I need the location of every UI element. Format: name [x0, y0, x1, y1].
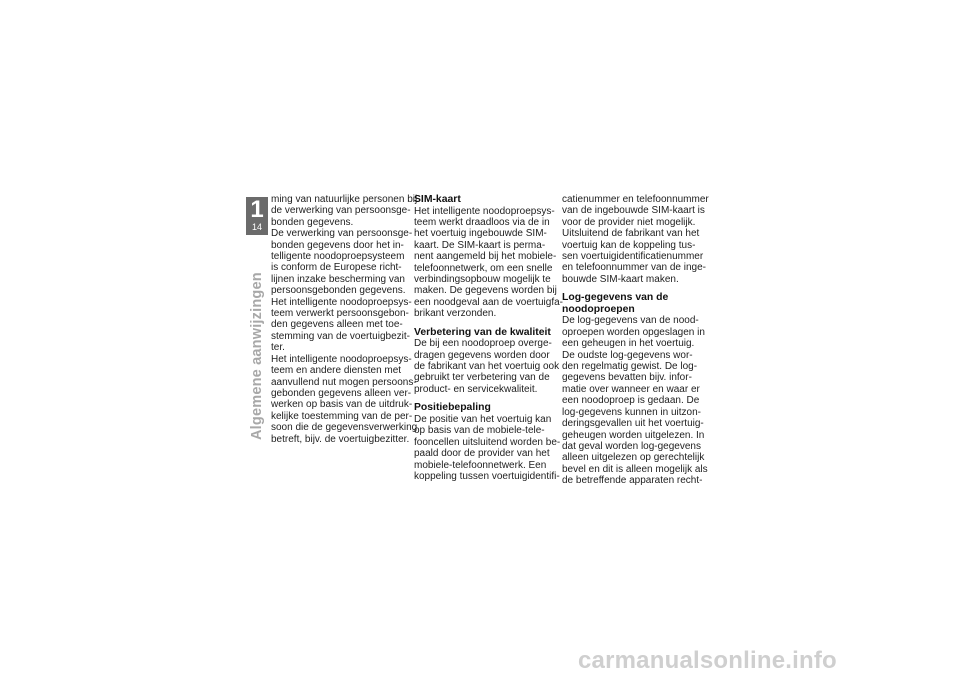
text-line: matie over wanneer en waar er	[562, 383, 700, 395]
paragraph	[562, 194, 709, 285]
text-line: de betreffende apparaten recht-	[562, 475, 703, 487]
text-line: den gegevens alleen met toe-	[271, 319, 403, 331]
chapter-number: 1	[250, 196, 264, 223]
text-line: dragen gegevens worden door	[414, 349, 550, 361]
text-column-3	[562, 194, 709, 487]
text-line: product- en servicekwaliteit.	[414, 383, 538, 395]
text-line: De bij een noodoproep overge-	[414, 338, 552, 350]
text-line: kaart. De SIM-kaart is perma-	[414, 239, 546, 251]
text-line: lijnen inzake bescherming van	[271, 273, 405, 285]
text-line: oproepen worden opgeslagen in	[562, 326, 705, 338]
text-line: Uitsluitend de fabrikant van het	[562, 228, 700, 240]
text-line: een geheugen in het voertuig.	[562, 338, 695, 350]
text-line: een noodoproep is gedaan. De	[562, 395, 700, 407]
text-line: bonden gegevens door het in-	[271, 239, 404, 251]
text-line: stemming van de voertuigbezit-	[271, 330, 410, 342]
text-line: geheugen worden uitgelezen. In	[562, 429, 705, 441]
text-line: teem werkt draadloos via de in	[414, 217, 550, 228]
text-line: verbindingsopbouw mogelijk te	[414, 274, 551, 286]
text-line: persoonsgebonden gegevens.	[271, 285, 406, 297]
text-line: soon die de gegevensverwerking	[271, 422, 418, 434]
text-line: telefoonnetwerk, om een snelle	[414, 262, 553, 274]
text-line: Het intelligente noodoproepsys-	[271, 353, 412, 365]
text-line: een noodgeval aan de voertuigfa-	[414, 296, 564, 308]
text-line: catienummer en telefoonnummer	[562, 194, 709, 205]
heading-line: Log-gegevens van de	[562, 292, 669, 304]
text-line: De oudste log-gegevens wor-	[562, 349, 693, 361]
text-line: De log-gegevens van de nood-	[562, 315, 699, 327]
text-column-1	[271, 194, 418, 445]
text-line: op basis van de mobiele-tele-	[414, 425, 545, 437]
text-line: brikant verzonden.	[414, 308, 497, 320]
text-line: teem verwerkt persoonsgebon-	[271, 308, 409, 320]
paragraph	[414, 338, 560, 395]
paragraph	[562, 315, 708, 487]
text-line: voertuig kan de koppeling tus-	[562, 239, 696, 251]
text-line: paald door de provider van het	[414, 448, 550, 460]
section-heading: SIM-kaart	[414, 194, 461, 205]
paragraph	[271, 296, 412, 354]
text-line: koppeling tussen voertuigidentifi-	[414, 470, 560, 482]
paragraph	[271, 353, 418, 445]
text-line: log-gegevens kunnen in uitzon-	[562, 406, 701, 418]
text-line: deringsgevallen uit het voertuig-	[562, 418, 704, 430]
text-line: den regelmatig gewist. De log-	[562, 361, 698, 373]
text-line: bouwde SIM-kaart maken.	[562, 273, 679, 285]
text-line: dat geval worden log-gegevens	[562, 440, 701, 452]
text-line: teem en andere diensten met	[271, 365, 402, 377]
text-line: ter.	[271, 342, 285, 354]
text-line: nent aangemeld bij het mobiele-	[414, 251, 557, 263]
section-heading	[562, 292, 700, 315]
chapter-tab	[246, 197, 268, 235]
text-line: alleen uitgelezen op gerechtelijk	[562, 452, 705, 464]
watermark: carmanualsonline.info	[578, 647, 837, 674]
text-line: mobiele-telefoonnetwerk. Een	[414, 459, 547, 471]
text-line: Het intelligente noodoproepsys-	[414, 205, 555, 217]
text-line: maken. De gegevens worden bij	[414, 285, 557, 297]
text-line: voor de provider niet mogelijk.	[562, 216, 696, 228]
text-line: werken op basis van de uitdruk-	[271, 399, 413, 411]
section-heading: Positiebepaling	[414, 402, 491, 414]
page-number: 14	[251, 222, 262, 232]
chapter-title: Algemene aanwijzingen	[249, 272, 265, 440]
section-heading: Verbetering van de kwaliteit	[414, 326, 551, 338]
text-line: fooncellen uitsluitend worden be-	[414, 436, 561, 448]
text-line: De positie van het voertuig kan	[414, 413, 552, 425]
text-line: het voertuig ingebouwde SIM-	[414, 228, 547, 240]
paragraph	[414, 413, 561, 482]
paragraph	[271, 228, 413, 297]
heading-line: noodoproepen	[562, 303, 635, 315]
text-line: gegevens bevatten bijv. infor-	[562, 372, 692, 384]
paragraph	[271, 194, 418, 228]
text-line: Het intelligente noodoproepsys-	[271, 296, 412, 308]
text-column-2	[414, 194, 564, 482]
text-line: gebruikt ter verbetering van de	[414, 372, 550, 384]
text-line: bevel en dit is alleen mogelijk als	[562, 463, 708, 475]
text-line: bonden gegevens.	[271, 216, 354, 228]
text-line: is conform de Europese richt-	[271, 262, 402, 274]
text-line: betreft, bijv. de voertuigbezitter.	[271, 433, 410, 445]
text-line: gebonden gegevens alleen ver-	[271, 387, 412, 399]
text-line: telligente noodoproepsysteem	[271, 251, 405, 263]
text-line: de fabrikant van het voertuig ook	[414, 361, 560, 373]
text-line: en telefoonnummer van de inge-	[562, 262, 706, 274]
text-line: de verwerking van persoonsge-	[271, 205, 411, 217]
text-line: kelijke toestemming van de per-	[271, 410, 413, 422]
text-line: aanvullend nut mogen persoons-	[271, 376, 417, 388]
text-line: De verwerking van persoonsge-	[271, 228, 413, 240]
text-line: sen voertuigidentificatienummer	[562, 251, 704, 263]
paragraph	[414, 205, 564, 320]
text-line: van de ingebouwde SIM-kaart is	[562, 205, 705, 217]
text-line: ming van natuurlijke personen bij	[271, 194, 418, 205]
